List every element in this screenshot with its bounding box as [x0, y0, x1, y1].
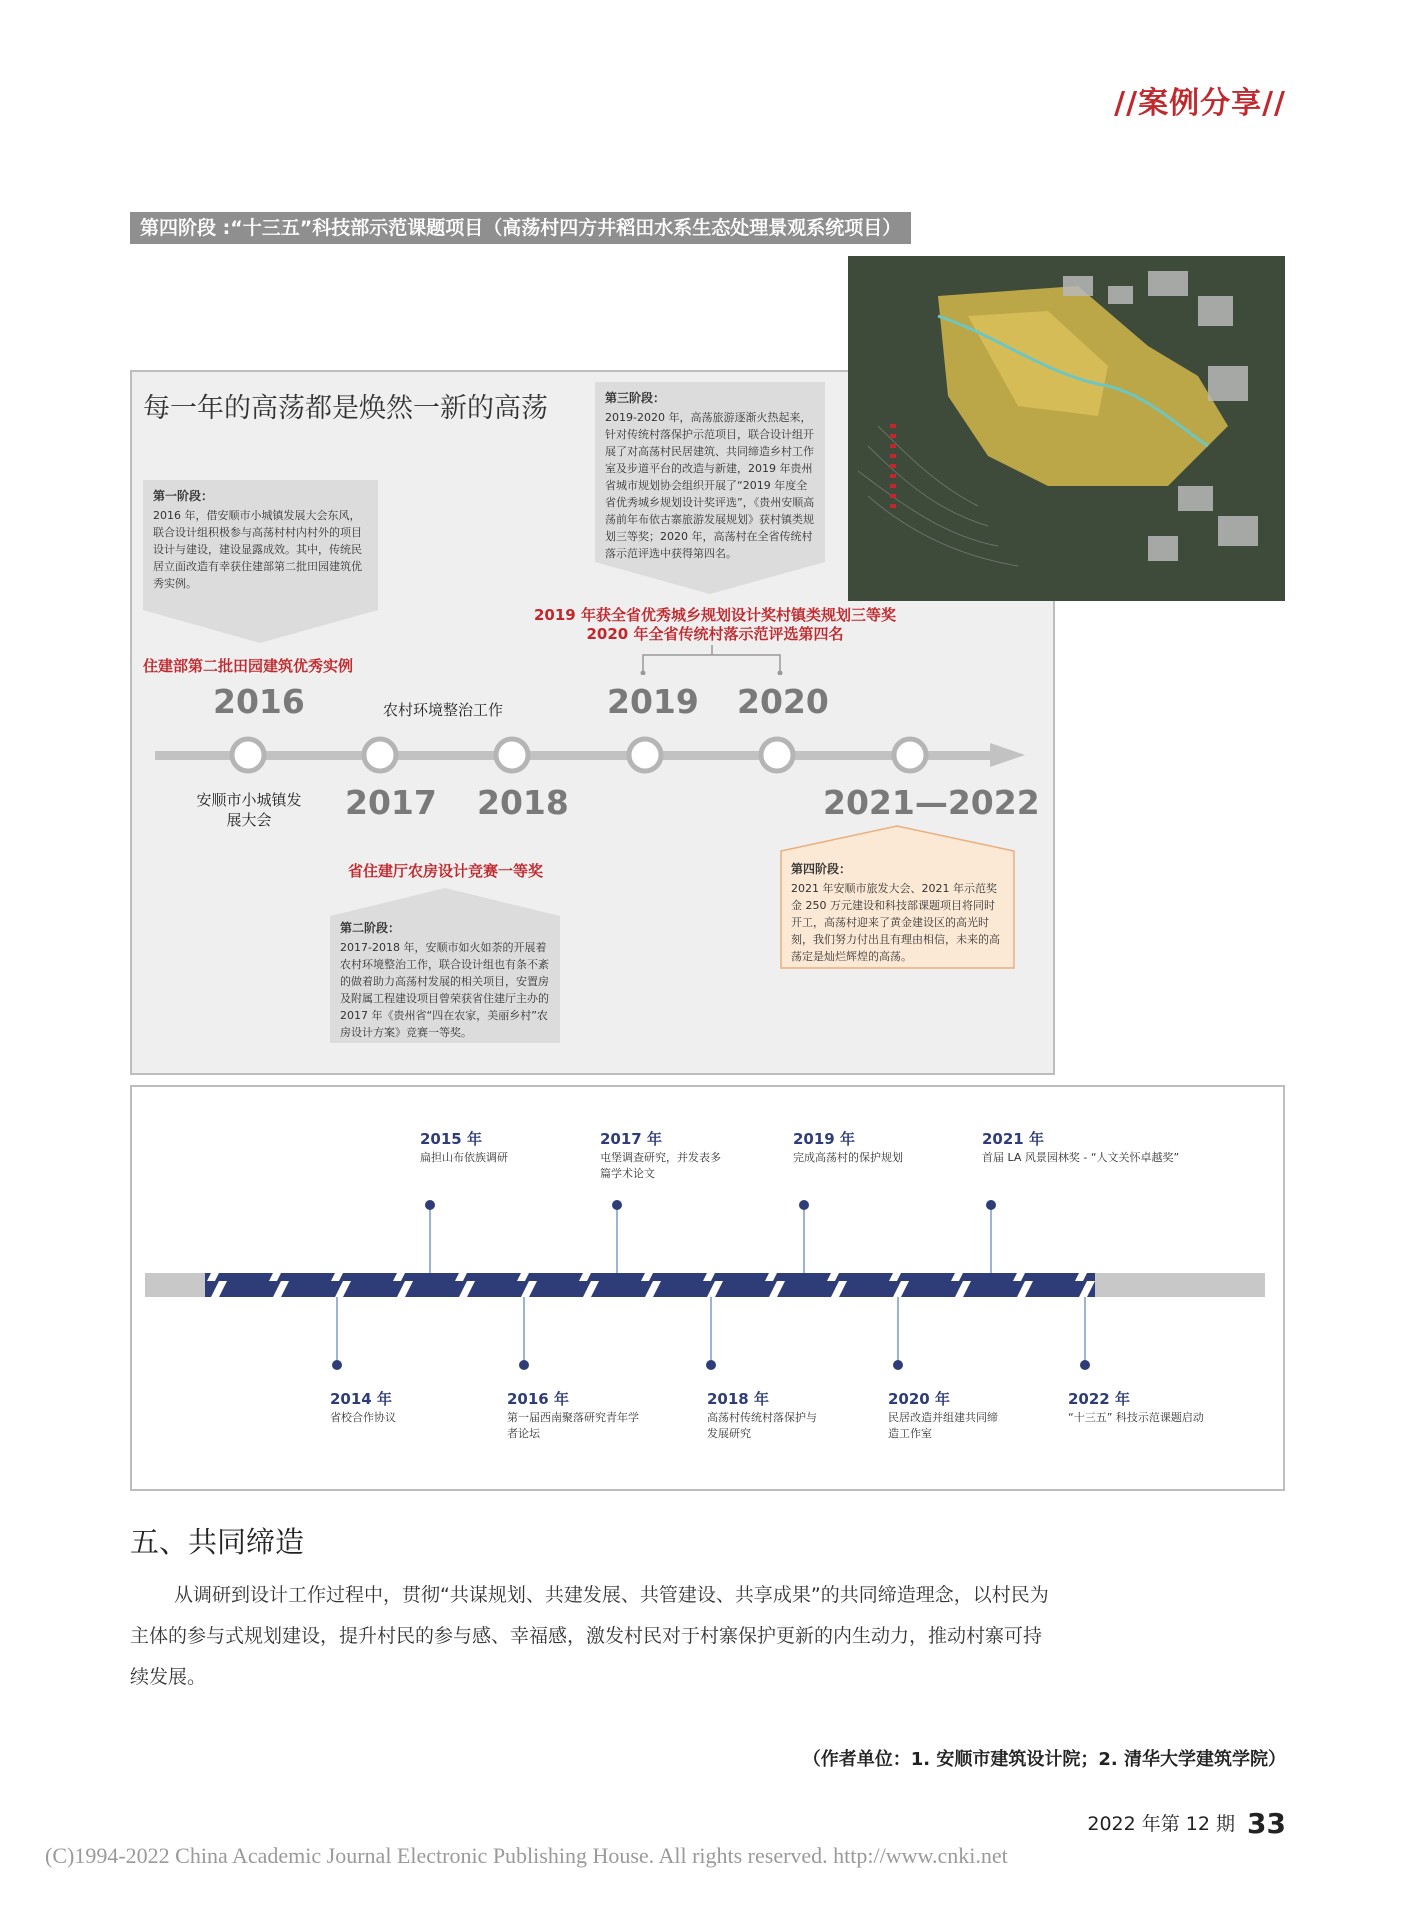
stage2-title: 第二阶段： [340, 921, 401, 935]
year-2019: 2019 [607, 682, 699, 721]
t2-year-2019: 2019 年 [793, 1130, 855, 1148]
issue-text: 2022 年第 12 期 [1087, 1813, 1236, 1835]
stage3-box [595, 382, 825, 570]
t2-year-2018: 2018 年 [707, 1390, 769, 1408]
t2-year-2017: 2017 年 [600, 1130, 662, 1148]
label-rural-environment: 农村环境整治工作 [383, 701, 504, 719]
stage4-text: 2021 年安顺市旅发大会、2021 年示范奖金 250 万元建设和科技部课题项目将同时开工，高荡村迎来了黄金建设区的高光时刻，我们努力付出且有理由相信，未来的高荡定是灿烂辉煌的高荡。 [791, 882, 1000, 963]
stage2-text: 2017-2018 年，安顺市如火如荼的开展着农村环境整治工作，联合设计组也有条不紊的做着助力高荡村发展的相关项目，安置房及附属工程建设项目曾荣获省住建厅主办的 2017 年《贵州省“四在农家，美丽乡村”农房设计方案》竞赛一等奖。 [340, 941, 549, 1039]
t2-desc-2020: 民居改造并组建共同缔造工作室 [888, 1411, 998, 1440]
stage3-text: 2019-2020 年，高荡旅游逐渐火热起来，针对传统村落保护示范项目，联合设计组开展了对高荡村民居建筑、共同缔造乡村工作室及步道平台的改造与新建，2019 年贵州省城市规划协会组织开展了“2019 年度全省优秀城乡规划设计奖评选”，《贵州安顺高荡前年布依古寨旅游发展规划》获村镇类规划三等奖；2020 年，高荡村在全省传统村落示范评选中获得第四名。 [605, 411, 815, 560]
t2-desc-2018: 高荡村传统村落保护与发展研究 [707, 1411, 817, 1440]
section-heading: 五、共同缔造 [130, 1525, 305, 1559]
section-paragraph: 从调研到设计工作过程中，贯彻“共谋规划、共建发展、共管建设、共享成果”的共同缔造理念，以村民为主体的参与式规划建设，提升村民的参与感、幸福感，激发村民对于村寨保护更新的内生动力，推动村寨可持续发展。 [130, 1584, 1049, 1688]
stage1-title: 第一阶段： [153, 489, 214, 503]
issue-info [1087, 1807, 1286, 1840]
stage3-title: 第三阶段： [605, 391, 666, 405]
stage1-text: 2016 年，借安顺市小城镇发展大会东风，联合设计组积极参与高荡村村内村外的项目设计与建设，建设显露成效。其中，传统民居立面改造有幸获住建部第二批田园建筑优秀实例。 [153, 509, 362, 590]
stage4-box [781, 853, 1014, 973]
award-2016: 住建部第二批田园建筑优秀实例 [143, 657, 354, 675]
stage4-title: 第四阶段： [791, 862, 852, 876]
year-2018: 2018 [477, 783, 569, 822]
t2-desc-2017: 屯堡调查研究，并发表多篇学术论文 [600, 1151, 721, 1180]
t2-year-2022: 2022 年 [1068, 1390, 1130, 1408]
t2-desc-2016: 第一届西南聚落研究青年学者论坛 [507, 1411, 639, 1440]
award-2019-line: 2019 年获全省优秀城乡规划设计奖村镇类规划三等奖 [534, 606, 896, 624]
t2-year-2014: 2014 年 [330, 1390, 392, 1408]
label-small-town-conference: 安顺市小城镇发展大会 [196, 791, 302, 829]
t2-desc-2021: 首届 LA 风景园林奖 - “人文关怀卓越奖” [982, 1151, 1180, 1164]
panel-title: 每一年的高荡都是焕然一新的高荡 [143, 393, 548, 424]
section-tag: //案例分享// [1114, 86, 1286, 121]
year-2020: 2020 [737, 682, 829, 721]
aerial-site-plan-image [848, 256, 1285, 601]
award-2020-line: 2020 年全省传统村落示范评选第四名 [586, 625, 844, 643]
stage1-box [143, 480, 378, 600]
t2-desc-2022: “十三五” 科技示范课题启动 [1068, 1411, 1204, 1424]
award-2017: 省住建厅农房设计竞赛一等奖 [348, 862, 544, 880]
t2-desc-2015: 扁担山布依族调研 [420, 1151, 508, 1164]
t2-desc-2014: 省校合作协议 [330, 1411, 396, 1424]
t2-desc-2019: 完成高荡村的保护规划 [793, 1151, 903, 1164]
stage2-box [330, 912, 560, 1049]
author-affiliation: （作者单位：1. 安顺市建筑设计院；2. 清华大学建筑学院） [802, 1749, 1286, 1770]
t2-year-2020: 2020 年 [888, 1390, 950, 1408]
t2-year-2016: 2016 年 [507, 1390, 569, 1408]
t2-year-2015: 2015 年 [420, 1130, 482, 1148]
award-bracket [640, 645, 785, 675]
page-number: 33 [1247, 1807, 1286, 1840]
t2-year-2021: 2021 年 [982, 1130, 1044, 1148]
timeline-arrow [155, 735, 1035, 775]
year-2017: 2017 [345, 783, 437, 822]
stage4-banner: 第四阶段 :“十三五”科技部示范课题项目（高荡村四方井稻田水系生态处理景观系统项目） [130, 212, 911, 244]
year-2021-2022: 2021—2022 [823, 783, 1040, 822]
year-2016: 2016 [213, 682, 305, 721]
award-2019-2020 [515, 606, 915, 644]
copyright-line: (C)1994-2022 China Academic Journal Electronic Publishing House. All rights reserved. http://www.cnki.net [45, 1843, 1008, 1868]
